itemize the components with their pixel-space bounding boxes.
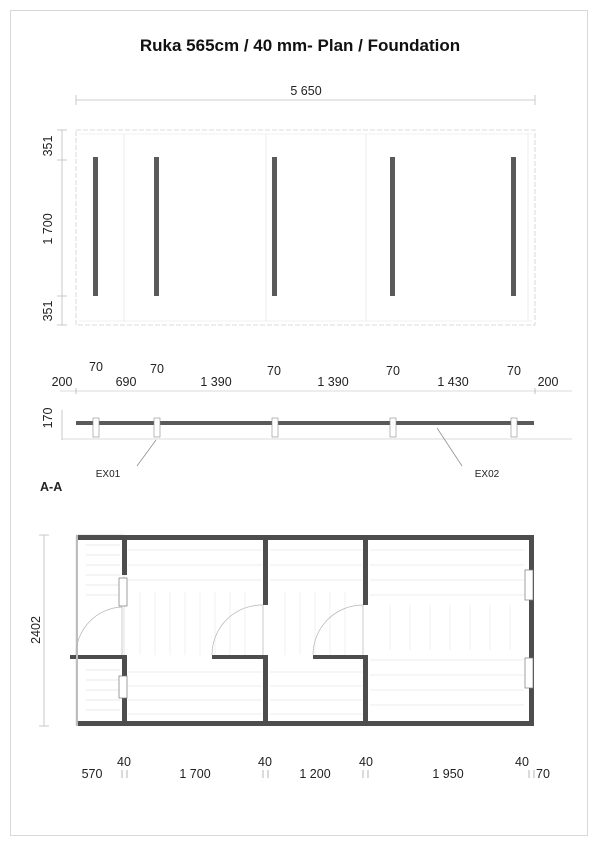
foundation-post	[93, 418, 99, 437]
beam-spacing-dim: 200	[51, 375, 73, 389]
wall-thickness-dim: 40	[258, 755, 272, 769]
foundation-beam	[390, 157, 395, 296]
room-width-dim: 1 200	[299, 767, 331, 781]
wall-stub	[70, 655, 127, 659]
foundation-beam	[511, 157, 516, 296]
plan-height-dim-top: 351	[41, 135, 55, 157]
door-swing	[76, 607, 122, 655]
beam-width-dim: 70	[150, 362, 164, 376]
beam-width-dim: 70	[507, 364, 521, 378]
room-width-dim: 570	[81, 767, 103, 781]
plan-view	[41, 84, 535, 325]
window	[525, 570, 533, 600]
door-swing	[313, 605, 363, 655]
wall-partition	[363, 655, 368, 726]
wall-stub	[313, 655, 368, 659]
beam-spacing-dim: 1 390	[317, 375, 349, 389]
beam-spacing-dim: 1 390	[200, 375, 232, 389]
wall-partition	[363, 535, 368, 605]
wall-partition	[263, 655, 268, 726]
callout-ex01: EX01	[95, 469, 121, 480]
wall-thickness-dim: 40	[359, 755, 373, 769]
window	[525, 658, 533, 688]
foundation-beam	[154, 157, 159, 296]
window	[119, 676, 127, 698]
drawing-title: Ruka 565cm / 40 mm- Plan / Foundation	[139, 36, 461, 55]
wall-thickness-dim: 40	[117, 755, 131, 769]
plan-width-dim: 5 650	[290, 84, 322, 98]
beam-width-dim: 70	[267, 364, 281, 378]
foundation-post	[390, 418, 396, 437]
wall-partition	[263, 535, 268, 605]
wall-thickness-dim: 40	[515, 755, 529, 769]
foundation-post	[511, 418, 517, 437]
foundation-height-dim: 170	[41, 407, 55, 429]
foundation-post	[272, 418, 278, 437]
beam-width-dim: 70	[89, 360, 103, 374]
callout-ex02: EX02	[474, 469, 500, 480]
section-label: A-A	[40, 480, 63, 494]
section-height-dim: 2402	[29, 616, 43, 644]
plan-height-dim-middle: 1 700	[41, 213, 55, 245]
room-width-dim: 1 950	[432, 767, 464, 781]
wall-stub	[212, 655, 268, 659]
wall-bottom	[76, 721, 534, 726]
beam-spacing-dim: 200	[537, 375, 559, 389]
door-swing	[212, 605, 263, 655]
foundation-post	[154, 418, 160, 437]
plan-height-dim-bottom: 351	[41, 300, 55, 322]
foundation-side-view	[41, 360, 572, 480]
room-width-dim: 1 700	[179, 767, 211, 781]
window	[119, 578, 127, 606]
room-width-dim: 70	[536, 767, 550, 781]
section-a-a	[29, 480, 550, 781]
wall-top	[76, 535, 534, 540]
foundation-beam	[93, 157, 98, 296]
wall-partition	[122, 535, 127, 575]
foundation-beam	[272, 157, 277, 296]
beam-spacing-dim: 690	[115, 375, 137, 389]
beam-spacing-dim: 1 430	[437, 375, 469, 389]
beam-width-dim: 70	[386, 364, 400, 378]
wall-right	[529, 535, 534, 726]
